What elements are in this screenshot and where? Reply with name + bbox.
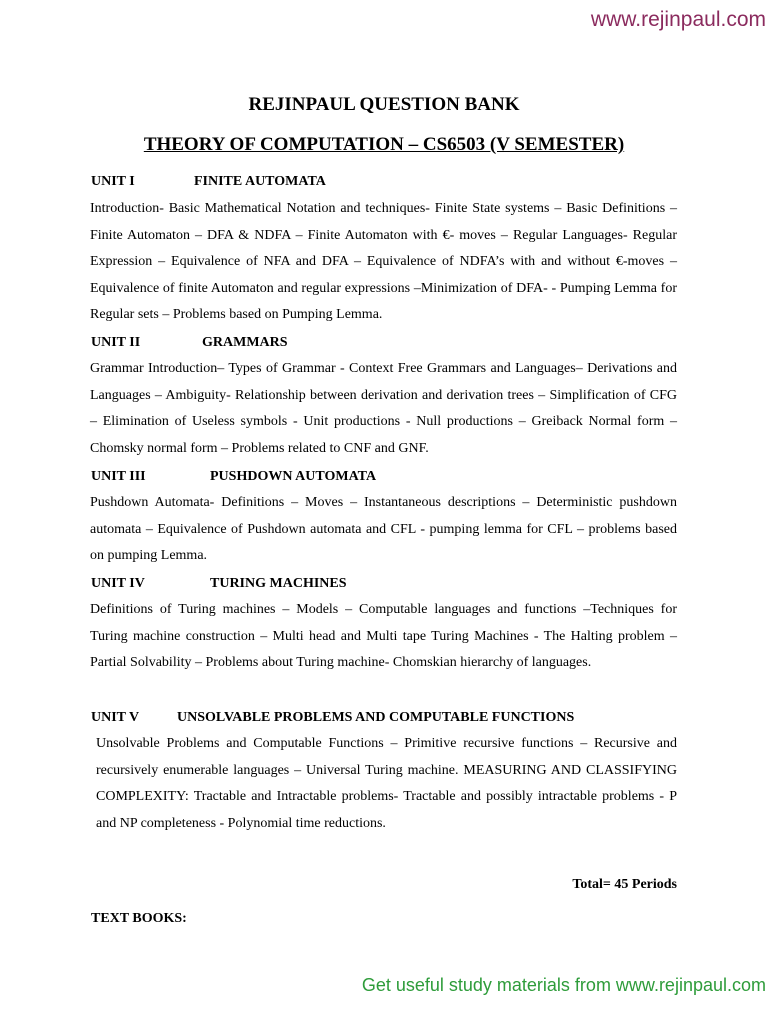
course-title: THEORY OF COMPUTATION – CS6503 (V SEMESTER) <box>143 134 625 155</box>
unit-3-label: UNIT III <box>91 469 146 484</box>
footer-link[interactable]: Get useful study materials from www.rejinpaul.com <box>361 975 766 995</box>
unit-4-heading <box>91 576 347 592</box>
unit-5-heading <box>91 710 575 726</box>
unit-1-name: FINITE AUTOMATA <box>194 174 326 189</box>
unit-5-label: UNIT V <box>91 710 140 725</box>
unit-5-content: Unsolvable Problems and Computable Functions – Primitive recursive functions – Recursive and recursively enumerable languages – Universal Turing machine. MEASURING AND CLASSIFYING COMPLEXITY: Tractable and Intractable problems- Tractable and possibly intractable problems - P and NP completeness - Polynomial time reductions. <box>96 736 677 831</box>
unit-3-content: Pushdown Automata- Definitions – Moves – Instantaneous descriptions – Deterministic pushdown automata – Equivalence of Pushdown automata and CFL - pumping lemma for CFL – problems based on pumping Lemma. <box>90 495 677 564</box>
unit-2-content: Grammar Introduction– Types of Grammar - Context Free Grammars and Languages– Derivations and Languages – Ambiguity- Relationship between derivation and derivation trees – Simplification of CFG – Elimination of Useless symbols - Unit productions - Null productions – Greiback Normal form – Chomsky normal form – Problems related to CNF and GNF. <box>90 361 677 456</box>
unit-1-content: Introduction- Basic Mathematical Notation and techniques- Finite State systems – Basic Definitions –Finite Automaton – DFA & NDFA – Finite Automaton with €- moves – Regular Languages- Regular Expression – Equivalence of NFA and DFA – Equivalence of NDFA’s with and without €-moves –Equivalence of finite Automaton and regular expressions –Minimization of DFA- - Pumping Lemma for Regular sets – Problems based on Pumping Lemma. <box>90 201 677 323</box>
unit-5-name: UNSOLVABLE PROBLEMS AND COMPUTABLE FUNCTIONS <box>177 710 575 725</box>
unit-4-label: UNIT IV <box>91 576 145 591</box>
text-books-heading: TEXT BOOKS: <box>91 911 187 926</box>
unit-1-label: UNIT I <box>91 174 135 189</box>
unit-1-heading <box>91 174 326 190</box>
page-title: REJINPAUL QUESTION BANK <box>248 94 520 115</box>
unit-4-content: Definitions of Turing machines – Models – Computable languages and functions –Techniques for Turing machine construction – Multi head and Multi tape Turing Machines - The Halting problem –Partial Solvability – Problems about Turing machine- Chomskian hierarchy of languages. <box>90 602 677 671</box>
unit-3-name: PUSHDOWN AUTOMATA <box>210 469 377 484</box>
site-link[interactable]: www.rejinpaul.com <box>590 8 766 31</box>
total-periods: Total= 45 Periods <box>572 877 677 892</box>
unit-2-heading <box>91 335 288 351</box>
unit-4-name: TURING MACHINES <box>210 576 347 591</box>
unit-2-name: GRAMMARS <box>202 335 288 350</box>
unit-2-label: UNIT II <box>91 335 141 350</box>
unit-3-heading <box>91 469 377 485</box>
